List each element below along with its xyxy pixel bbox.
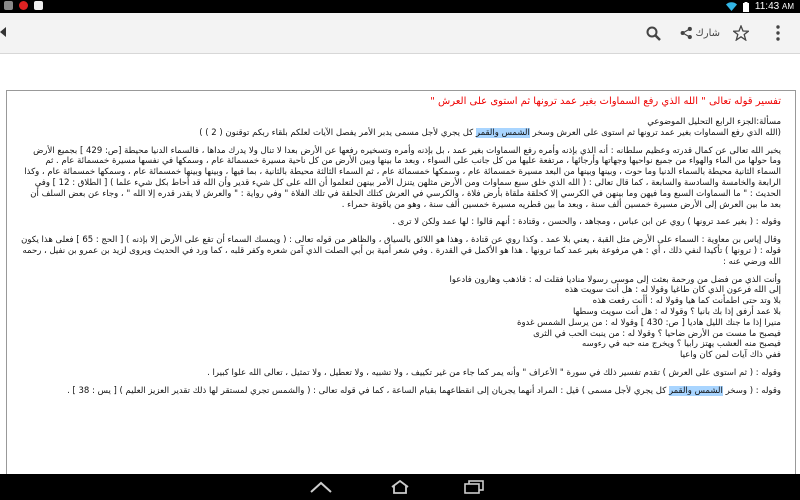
search-icon [646, 26, 661, 41]
highlighted-text[interactable]: الشمس والقمر [668, 385, 723, 396]
nav-recent-apps-button[interactable] [460, 478, 488, 496]
poem-line: بلا وتد حتى اطمأنت كما هيا وقولا له : أأنت رفعت هذه [592, 296, 781, 307]
search-button[interactable] [640, 21, 666, 45]
paragraph: وقوله : ( وسخر الشمس والقمر كل يجري لأجل مسمى ) قيل : المراد أنهما يجريان إلى انقطاعهما بقيام الساعة ، كما في قوله تعالى : ( والشمس تجري لمستقر لها ذلك تقدير العزيز العليم ) [ يس : 38 ] . [67, 385, 781, 396]
back-chevron-icon [310, 481, 332, 493]
clock: 11:43 AM [754, 1, 794, 12]
nav-home-button[interactable] [386, 478, 414, 496]
back-arrow-icon[interactable] [0, 26, 10, 40]
wifi-icon [726, 2, 737, 11]
poem-line: وأنت الذي من فضل من ورحمة بعثت إلى موسى رسولا مناديا فقلت له : فاذهب وهارون فادعوا [449, 274, 781, 285]
document-content[interactable] [6, 90, 796, 477]
overflow-menu-button[interactable] [768, 21, 788, 45]
alert-notification-icon [19, 1, 28, 10]
verse-text: (الله الذي رفع السماوات بغير عمد ترونها ثم استوى على العرش وسخر الشمس والقمر كل يجري لأجل مسمى يدبر الأمر يفصل الآيات لعلكم بلقاء ربكم توقنون ( 2 ) ) [199, 127, 781, 138]
paragraph: يخبر الله تعالى عن كمال قدرته وعظيم سلطانه : أنه الذي بإذنه وأمره رفع السماوات بغير عمد ، بل بإذنه وأمره وتسخيره رفعها عن الأرض بعدا لا تنال ولا يدرك مداها ، فالسماء الدنيا محيطة [ص: 429 ] بجميع الأرض وما حولها من الماء والهواء من جميع نواحيها وجهاتها وأرجائها ، مرتفعة عليها من كل جانب على السواء ، وبعد ما بينها وبين الأرض من كل ناحية مسيرة خمسمائة عام ، وسمكها في نفسها مسيرة خمسمائة عام . ثم السماء الثانية محيطة بالسماء الدنيا وما حوت ، وبينها وبينها من البعد مسيرة خمسمائة عام ، وسمكها خمسمائة عام ، ثم السماء الثالثة محيطة بالثانية ، بما فيها ، وبينها وبينها خمسمائة عام ، وسمكها خمسمائة عام ، وكذا الرابعة والخامسة والسادسة والسابعة ، كما قال تعالى : ( الله الذي خلق سبع سماوات ومن الأرض مثلهن يتنزل الأمر بينهن لتعلموا أن الله على كل شيء قدير وأن الله قد أحاط بكل شيء علما ) [ الطلاق : 12 ] وفي الحديث : " ما السماوات السبع وما فيهن وما بينهن في الكرسي إلا كحلقة ملقاة بأرض فلاة ، والكرسي في العرش كتلك الحلقة في تلك الفلاة " وفي رواية : " والعرش لا يقدر قدره إلا الله " ، وجاء عن بعض السلف أن بعد ما بين العرش إلى الأرض مسيرة خمسين ألف سنة ، وبعد ما بين قطريه مسيرة خمسين ألف سنة ، وهو من ياقوتة حمراء . [24, 145, 781, 210]
system-status [726, 0, 794, 13]
poem-line: فيصبح منه العشب يهتز رابيا ؟ ويخرج منه حبه في رءوسه [582, 339, 781, 350]
section-heading: مسألة:الجزء الرابع التحليل الموضوعي [647, 117, 781, 127]
paragraph: وقوله : ( ثم استوى على العرش ) تقدم تفسير ذلك في سورة " الأعراف " وأنه يمر كما جاء من غير تكييف ، ولا تشبيه ، ولا تعطيل ، ولا تمثيل ، تعالى الله علوا كبيرا . [207, 367, 781, 378]
app-notification-icon [4, 1, 13, 10]
poem [21, 275, 781, 361]
nav-back-button[interactable] [307, 478, 335, 496]
recent-apps-icon [464, 480, 484, 494]
star-icon [733, 25, 749, 41]
status-bar [0, 0, 800, 13]
home-icon [390, 480, 410, 494]
paragraph: وقال إياس بن معاوية : السماء على الأرض مثل القبة ، يعني بلا عمد . وكذا روي عن قتادة ، وهذا هو اللائق بالسياق ، والظاهر من قوله تعالى : ( ويمسك السماء أن تقع على الأرض إلا بإذنه ) [ الحج : 65 ] فعلى هذا يكون قوله : ( ترونها ) تأكيدا لنفي ذلك ، أي : هي مرفوعة بغير عمد كما ترونها . هذا هو الأكمل في القدرة . وفي شعر أمية بن أبي الصلت الذي آمن شعره وكفر قلبه ، كما ورد في الحديث ويروى لزيد بن عمرو بن نفيل ، رحمه الله ورضي عنه : [21, 235, 781, 267]
action-bar [0, 13, 800, 54]
poem-line: ففي ذاك آيات لمن كان واعيا [680, 350, 781, 361]
share-button[interactable] [680, 21, 720, 45]
poem-line: منيرا إذا ما جنك الليل هاديا [ ص: 430 ] وقولا له : من يرسل الشمس غدوة [516, 317, 781, 328]
poem-line: إلى الله فرعون الذي كان طاغيا وقولا له : هل أنت سويت هذه [564, 285, 781, 296]
paragraph: وقوله : ( بغير عمد ترونها ) روي عن ابن عباس ، ومجاهد ، والحسن ، وقتادة : أنهم قالوا : لها عمد ولكن لا ترى . [392, 217, 781, 228]
page-title: تفسير قوله تعالى " الله الذي رفع السماوات بغير عمد ترونها ثم استوى على العرش " [430, 96, 781, 107]
bookmark-button[interactable] [728, 21, 754, 45]
share-icon [680, 26, 693, 40]
more-vert-icon [776, 25, 780, 41]
notification-icons [4, 1, 43, 10]
poem-line: بلا عمد أرفق إذا بك بانيا ؟ وقولا له : هل أنت سويت وسطها [573, 306, 781, 317]
highlighted-text[interactable]: الشمس والقمر [475, 127, 530, 138]
share-label: شارك [695, 27, 720, 39]
reader-page [0, 54, 800, 474]
download-notification-icon [34, 1, 43, 10]
poem-line: فيصبح ما مست من الأرض ضاحيا ؟ وقولا له : من ينبت الحب في الثرى [533, 328, 781, 339]
battery-icon [743, 2, 749, 12]
navigation-bar [0, 474, 800, 500]
